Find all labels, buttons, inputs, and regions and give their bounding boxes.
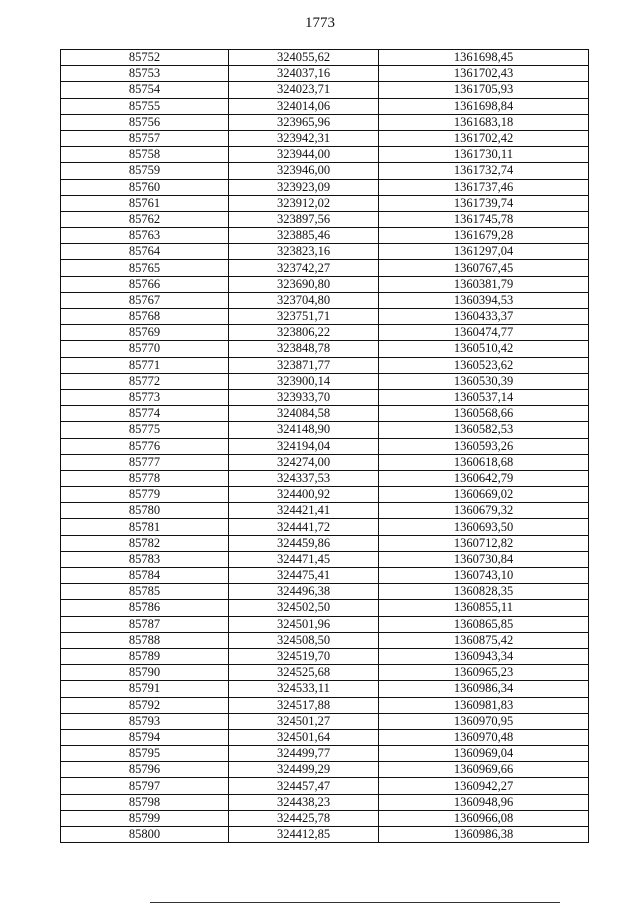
x-coordinate-cell: 323933,70 <box>229 389 379 405</box>
x-coordinate-cell: 324055,62 <box>229 50 379 66</box>
x-coordinate-cell: 324037,16 <box>229 66 379 82</box>
x-coordinate-cell: 324525,68 <box>229 665 379 681</box>
y-coordinate-cell: 1361739,74 <box>379 195 589 211</box>
x-coordinate-cell: 324421,41 <box>229 503 379 519</box>
x-coordinate-cell: 323923,09 <box>229 179 379 195</box>
point-number-cell: 85794 <box>61 729 229 745</box>
x-coordinate-cell: 323690,80 <box>229 276 379 292</box>
y-coordinate-cell: 1360381,79 <box>379 276 589 292</box>
point-number-cell: 85762 <box>61 211 229 227</box>
point-number-cell: 85760 <box>61 179 229 195</box>
y-coordinate-cell: 1360530,39 <box>379 373 589 389</box>
x-coordinate-cell: 324425,78 <box>229 810 379 826</box>
y-coordinate-cell: 1361737,46 <box>379 179 589 195</box>
y-coordinate-cell: 1361705,93 <box>379 82 589 98</box>
table-row <box>61 551 589 567</box>
y-coordinate-cell: 1360865,85 <box>379 616 589 632</box>
y-coordinate-cell: 1360828,35 <box>379 584 589 600</box>
x-coordinate-cell: 323823,16 <box>229 244 379 260</box>
point-number-cell: 85765 <box>61 260 229 276</box>
x-coordinate-cell: 323944,00 <box>229 147 379 163</box>
y-coordinate-cell: 1360948,96 <box>379 794 589 810</box>
point-number-cell: 85784 <box>61 568 229 584</box>
table-row <box>61 325 589 341</box>
y-coordinate-cell: 1360986,38 <box>379 827 589 843</box>
point-number-cell: 85763 <box>61 228 229 244</box>
y-coordinate-cell: 1360433,37 <box>379 309 589 325</box>
table-row <box>61 503 589 519</box>
x-coordinate-cell: 324499,29 <box>229 762 379 778</box>
point-number-cell: 85770 <box>61 341 229 357</box>
x-coordinate-cell: 324496,38 <box>229 584 379 600</box>
table-row <box>61 98 589 114</box>
x-coordinate-cell: 323742,27 <box>229 260 379 276</box>
y-coordinate-cell: 1360969,04 <box>379 746 589 762</box>
point-number-cell: 85777 <box>61 454 229 470</box>
y-coordinate-cell: 1360981,83 <box>379 697 589 713</box>
point-number-cell: 85797 <box>61 778 229 794</box>
x-coordinate-cell: 324502,50 <box>229 600 379 616</box>
y-coordinate-cell: 1360743,10 <box>379 568 589 584</box>
table-row <box>61 373 589 389</box>
table-row <box>61 309 589 325</box>
point-number-cell: 85787 <box>61 616 229 632</box>
point-number-cell: 85789 <box>61 648 229 664</box>
point-number-cell: 85786 <box>61 600 229 616</box>
x-coordinate-cell: 323704,80 <box>229 292 379 308</box>
y-coordinate-cell: 1360970,48 <box>379 729 589 745</box>
table-row <box>61 810 589 826</box>
y-coordinate-cell: 1360582,53 <box>379 422 589 438</box>
point-number-cell: 85754 <box>61 82 229 98</box>
point-number-cell: 85798 <box>61 794 229 810</box>
y-coordinate-cell: 1360537,14 <box>379 389 589 405</box>
point-number-cell: 85764 <box>61 244 229 260</box>
point-number-cell: 85775 <box>61 422 229 438</box>
point-number-cell: 85768 <box>61 309 229 325</box>
y-coordinate-cell: 1360965,23 <box>379 665 589 681</box>
table-row <box>61 422 589 438</box>
point-number-cell: 85783 <box>61 551 229 567</box>
y-coordinate-cell: 1360969,66 <box>379 762 589 778</box>
point-number-cell: 85799 <box>61 810 229 826</box>
y-coordinate-cell: 1361702,42 <box>379 130 589 146</box>
x-coordinate-cell: 324438,23 <box>229 794 379 810</box>
table-row <box>61 794 589 810</box>
x-coordinate-cell: 323942,31 <box>229 130 379 146</box>
point-number-cell: 85781 <box>61 519 229 535</box>
x-coordinate-cell: 323900,14 <box>229 373 379 389</box>
table-row <box>61 228 589 244</box>
table-row <box>61 568 589 584</box>
point-number-cell: 85779 <box>61 487 229 503</box>
point-number-cell: 85772 <box>61 373 229 389</box>
table-row <box>61 762 589 778</box>
x-coordinate-cell: 323806,22 <box>229 325 379 341</box>
x-coordinate-cell: 324501,96 <box>229 616 379 632</box>
point-number-cell: 85759 <box>61 163 229 179</box>
x-coordinate-cell: 324517,88 <box>229 697 379 713</box>
table-row <box>61 470 589 486</box>
table-row <box>61 50 589 66</box>
y-coordinate-cell: 1361732,74 <box>379 163 589 179</box>
y-coordinate-cell: 1361297,04 <box>379 244 589 260</box>
y-coordinate-cell: 1360767,45 <box>379 260 589 276</box>
table-row <box>61 584 589 600</box>
x-coordinate-cell: 324014,06 <box>229 98 379 114</box>
table-row <box>61 389 589 405</box>
x-coordinate-cell: 324084,58 <box>229 406 379 422</box>
y-coordinate-cell: 1360712,82 <box>379 535 589 551</box>
table-row <box>61 82 589 98</box>
point-number-cell: 85780 <box>61 503 229 519</box>
y-coordinate-cell: 1360942,27 <box>379 778 589 794</box>
y-coordinate-cell: 1360679,32 <box>379 503 589 519</box>
y-coordinate-cell: 1360618,68 <box>379 454 589 470</box>
y-coordinate-cell: 1360642,79 <box>379 470 589 486</box>
table-row <box>61 665 589 681</box>
table-row <box>61 600 589 616</box>
table-row <box>61 713 589 729</box>
point-number-cell: 85800 <box>61 827 229 843</box>
y-coordinate-cell: 1360986,34 <box>379 681 589 697</box>
point-number-cell: 85771 <box>61 357 229 373</box>
point-number-cell: 85766 <box>61 276 229 292</box>
x-coordinate-cell: 324441,72 <box>229 519 379 535</box>
x-coordinate-cell: 324519,70 <box>229 648 379 664</box>
point-number-cell: 85788 <box>61 632 229 648</box>
x-coordinate-cell: 323885,46 <box>229 228 379 244</box>
point-number-cell: 85773 <box>61 389 229 405</box>
point-number-cell: 85778 <box>61 470 229 486</box>
y-coordinate-cell: 1360394,53 <box>379 292 589 308</box>
y-coordinate-cell: 1360943,34 <box>379 648 589 664</box>
x-coordinate-cell: 324501,64 <box>229 729 379 745</box>
table-row <box>61 114 589 130</box>
x-coordinate-cell: 324400,92 <box>229 487 379 503</box>
table-row <box>61 519 589 535</box>
point-number-cell: 85795 <box>61 746 229 762</box>
y-coordinate-cell: 1361683,18 <box>379 114 589 130</box>
y-coordinate-cell: 1360970,95 <box>379 713 589 729</box>
point-number-cell: 85753 <box>61 66 229 82</box>
y-coordinate-cell: 1360966,08 <box>379 810 589 826</box>
x-coordinate-cell: 324459,86 <box>229 535 379 551</box>
y-coordinate-cell: 1360669,02 <box>379 487 589 503</box>
y-coordinate-cell: 1360855,11 <box>379 600 589 616</box>
x-coordinate-cell: 324148,90 <box>229 422 379 438</box>
x-coordinate-cell: 324508,50 <box>229 632 379 648</box>
table-row <box>61 746 589 762</box>
table-row <box>61 487 589 503</box>
x-coordinate-cell: 323751,71 <box>229 309 379 325</box>
x-coordinate-cell: 324274,00 <box>229 454 379 470</box>
table-row <box>61 406 589 422</box>
table-row <box>61 729 589 745</box>
table-row <box>61 681 589 697</box>
y-coordinate-cell: 1361730,11 <box>379 147 589 163</box>
point-number-cell: 85755 <box>61 98 229 114</box>
bottom-rule <box>150 902 560 903</box>
point-number-cell: 85752 <box>61 50 229 66</box>
x-coordinate-cell: 324475,41 <box>229 568 379 584</box>
y-coordinate-cell: 1360593,26 <box>379 438 589 454</box>
x-coordinate-cell: 324023,71 <box>229 82 379 98</box>
table-row <box>61 276 589 292</box>
y-coordinate-cell: 1360523,62 <box>379 357 589 373</box>
point-number-cell: 85776 <box>61 438 229 454</box>
y-coordinate-cell: 1360693,50 <box>379 519 589 535</box>
y-coordinate-cell: 1360730,84 <box>379 551 589 567</box>
point-number-cell: 85767 <box>61 292 229 308</box>
y-coordinate-cell: 1361698,84 <box>379 98 589 114</box>
table-row <box>61 211 589 227</box>
table-row <box>61 454 589 470</box>
table-row <box>61 827 589 843</box>
point-number-cell: 85769 <box>61 325 229 341</box>
table-row <box>61 357 589 373</box>
table-row <box>61 535 589 551</box>
table-row <box>61 163 589 179</box>
point-number-cell: 85761 <box>61 195 229 211</box>
x-coordinate-cell: 324457,47 <box>229 778 379 794</box>
x-coordinate-cell: 323946,00 <box>229 163 379 179</box>
point-number-cell: 85793 <box>61 713 229 729</box>
table-row <box>61 66 589 82</box>
x-coordinate-cell: 324501,27 <box>229 713 379 729</box>
x-coordinate-cell: 324533,11 <box>229 681 379 697</box>
x-coordinate-cell: 323965,96 <box>229 114 379 130</box>
x-coordinate-cell: 323871,77 <box>229 357 379 373</box>
table-row <box>61 697 589 713</box>
point-number-cell: 85774 <box>61 406 229 422</box>
table-row <box>61 244 589 260</box>
x-coordinate-cell: 324499,77 <box>229 746 379 762</box>
x-coordinate-cell: 324471,45 <box>229 551 379 567</box>
table-row <box>61 179 589 195</box>
point-number-cell: 85757 <box>61 130 229 146</box>
coordinates-table <box>60 49 589 843</box>
x-coordinate-cell: 323912,02 <box>229 195 379 211</box>
table-row <box>61 292 589 308</box>
x-coordinate-cell: 324337,53 <box>229 470 379 486</box>
point-number-cell: 85791 <box>61 681 229 697</box>
y-coordinate-cell: 1360510,42 <box>379 341 589 357</box>
point-number-cell: 85785 <box>61 584 229 600</box>
table-row <box>61 778 589 794</box>
y-coordinate-cell: 1361679,28 <box>379 228 589 244</box>
y-coordinate-cell: 1360568,66 <box>379 406 589 422</box>
table-row <box>61 616 589 632</box>
point-number-cell: 85782 <box>61 535 229 551</box>
table-row <box>61 341 589 357</box>
table-row <box>61 648 589 664</box>
x-coordinate-cell: 323848,78 <box>229 341 379 357</box>
point-number-cell: 85792 <box>61 697 229 713</box>
table-row <box>61 195 589 211</box>
point-number-cell: 85756 <box>61 114 229 130</box>
table-row <box>61 147 589 163</box>
y-coordinate-cell: 1360474,77 <box>379 325 589 341</box>
table-row <box>61 130 589 146</box>
x-coordinate-cell: 324412,85 <box>229 827 379 843</box>
y-coordinate-cell: 1361698,45 <box>379 50 589 66</box>
table-row <box>61 260 589 276</box>
x-coordinate-cell: 324194,04 <box>229 438 379 454</box>
y-coordinate-cell: 1361702,43 <box>379 66 589 82</box>
point-number-cell: 85790 <box>61 665 229 681</box>
page-number: 1773 <box>305 15 335 31</box>
y-coordinate-cell: 1360875,42 <box>379 632 589 648</box>
point-number-cell: 85796 <box>61 762 229 778</box>
table-row <box>61 438 589 454</box>
table-row <box>61 632 589 648</box>
y-coordinate-cell: 1361745,78 <box>379 211 589 227</box>
point-number-cell: 85758 <box>61 147 229 163</box>
x-coordinate-cell: 323897,56 <box>229 211 379 227</box>
